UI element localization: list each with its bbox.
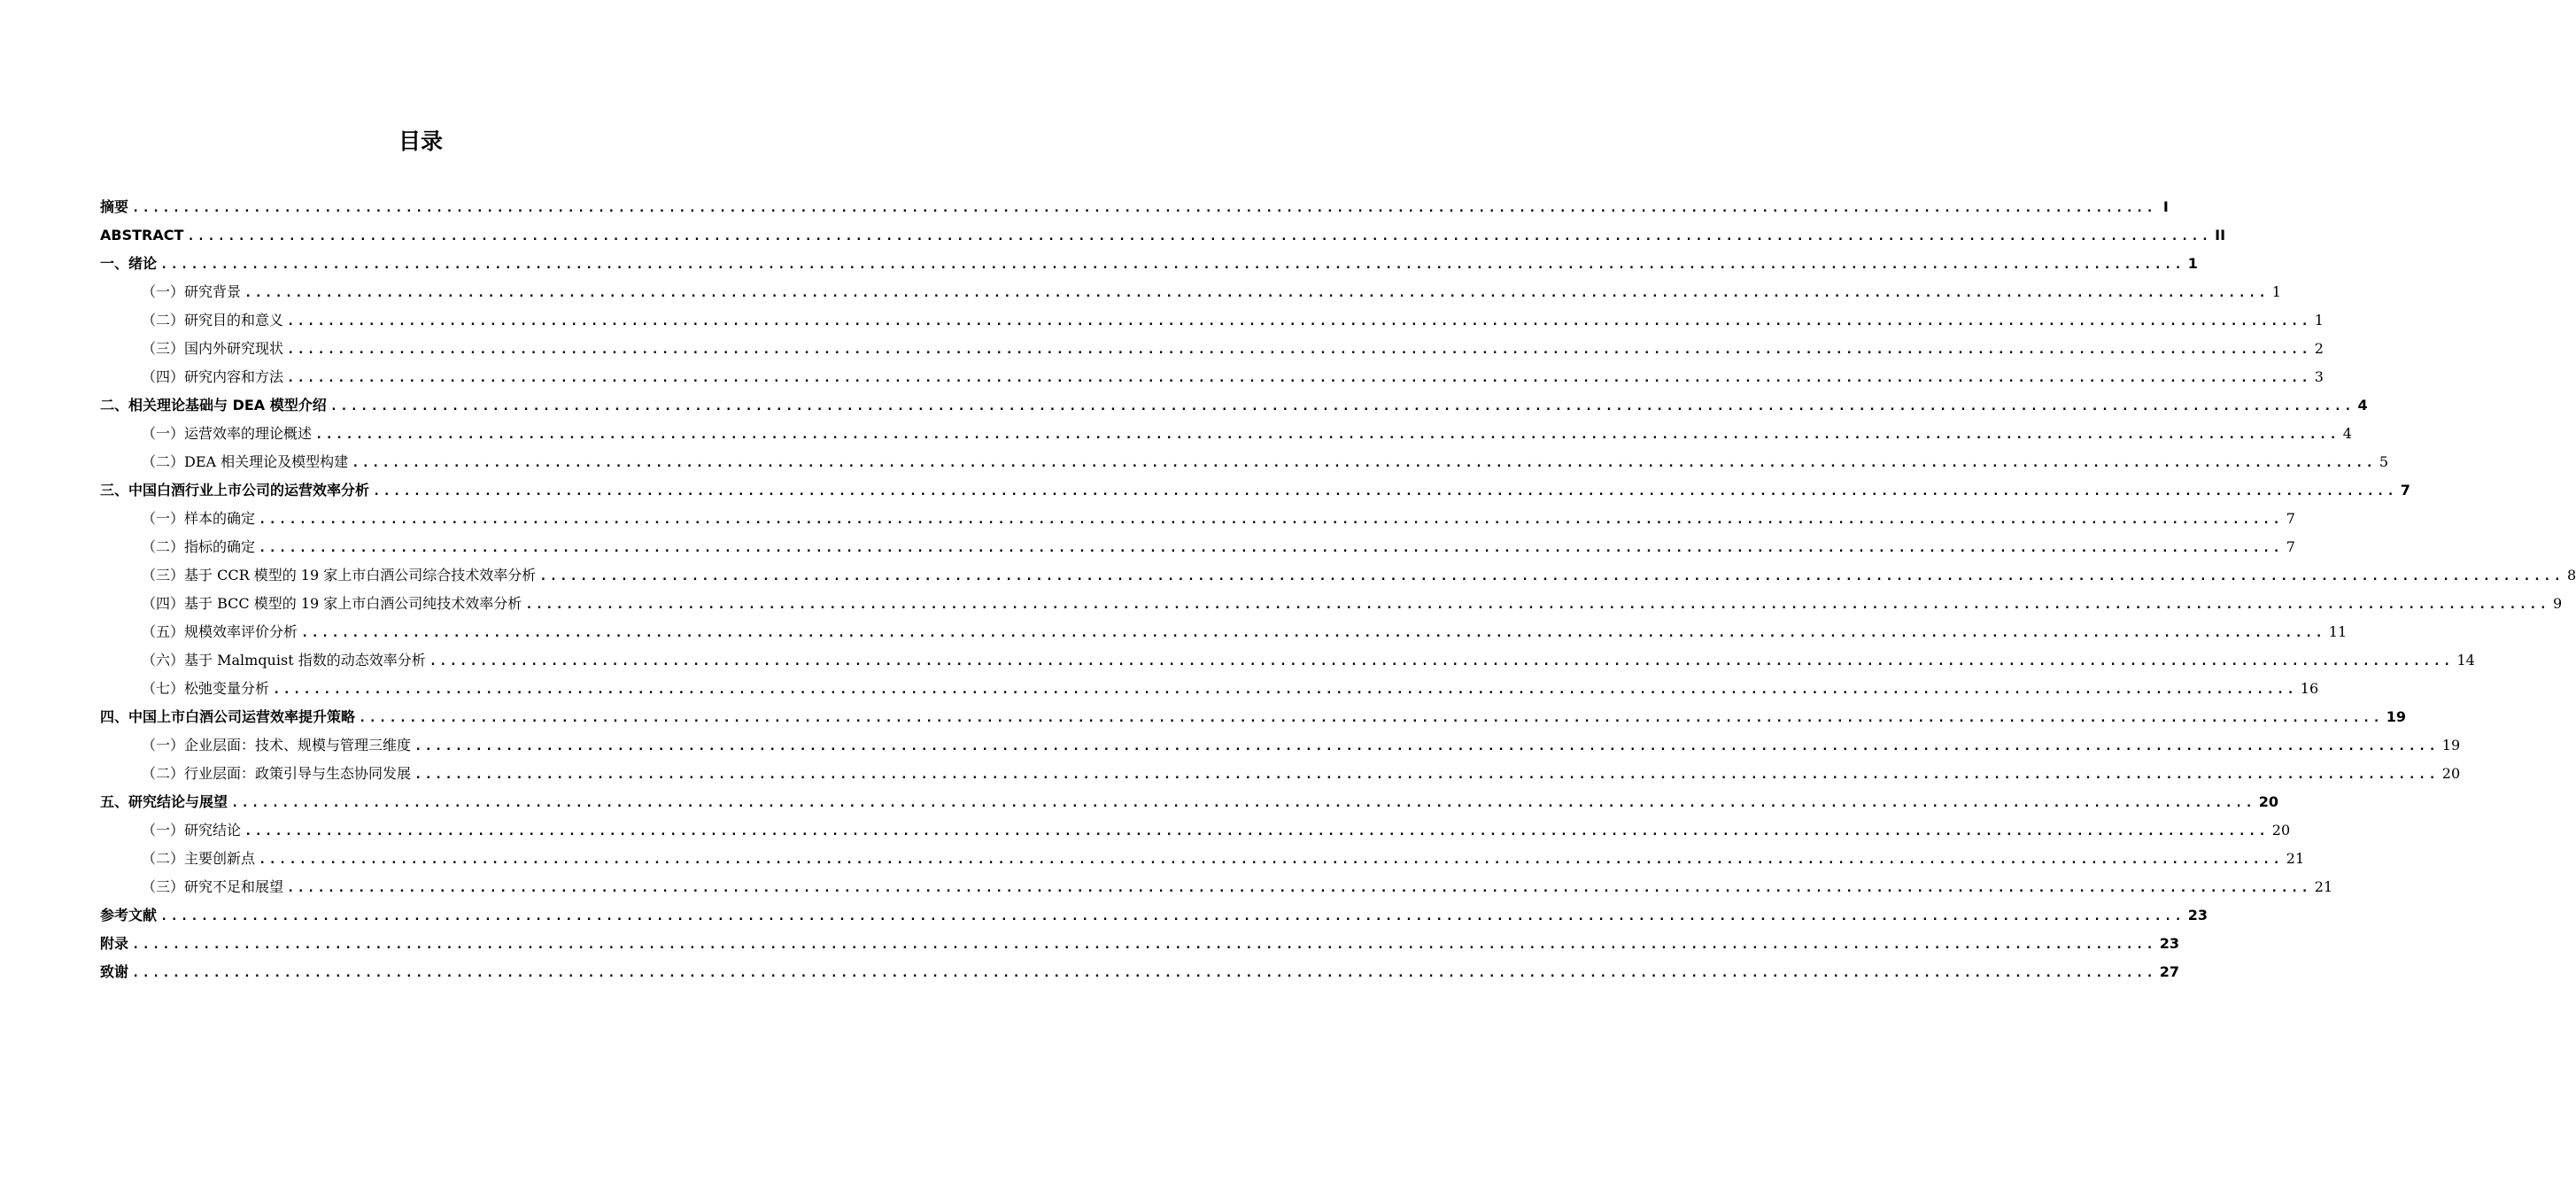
toc-entry-number: （二） <box>142 850 185 867</box>
toc-entry-title: 基于 Malmquist 指数的动态效率分析 <box>184 652 426 668</box>
dot-leader: ........................................................................................................................................................................................................ <box>160 909 2185 923</box>
toc-entry-page-number: 7 <box>2400 482 2410 498</box>
dot-leader: ........................................................................................................................................................................................................ <box>352 456 2376 470</box>
toc-entry-title: 主要创新点 <box>184 850 256 867</box>
dot-leader: ........................................................................................................................................................................................................ <box>132 966 2156 980</box>
toc-entry-number: （三） <box>142 340 185 357</box>
dot-leader: ........................................................................................................................................................................................................ <box>373 484 2397 498</box>
toc-entry-page-number: 5 <box>2379 453 2389 470</box>
toc-entry[interactable] <box>100 278 2281 306</box>
toc-entry[interactable] <box>100 845 2305 873</box>
toc-entry-page-number: 14 <box>2456 652 2475 668</box>
toc-entry-page-number: 1 <box>2271 283 2281 300</box>
dot-leader: ........................................................................................................................................................................................................ <box>359 711 2383 725</box>
toc-entry-page-number: 23 <box>2159 935 2180 952</box>
toc-entry[interactable] <box>100 816 2291 845</box>
toc-entry-number: （二） <box>142 765 185 782</box>
dot-leader: ........................................................................................................................................................................................................ <box>414 768 2439 782</box>
toc-entry-page-number: 8 <box>2567 567 2576 583</box>
toc-entry-page-number: II <box>2215 227 2226 243</box>
toc-entry-page-number: 1 <box>2187 255 2198 272</box>
toc-entry-title: 致谢 <box>100 963 129 980</box>
dot-leader: ........................................................................................................................................................................................................ <box>273 683 2297 697</box>
dot-leader: ........................................................................................................................................................................................................ <box>244 286 2269 300</box>
toc-entry[interactable] <box>100 646 2475 675</box>
toc-entry-number: （五） <box>142 623 185 640</box>
toc-entry[interactable] <box>100 731 2461 760</box>
dot-leader: ........................................................................................................................................................................................................ <box>429 654 2454 668</box>
toc-entry-page-number: 21 <box>2314 878 2333 895</box>
dot-leader: ........................................................................................................................................................................................................ <box>259 541 2283 555</box>
toc-entry-number: （二） <box>142 538 185 555</box>
toc-entry[interactable] <box>100 618 2348 646</box>
toc-entry-number: （二） <box>142 312 185 328</box>
toc-entry-page-number: 1 <box>2314 312 2324 328</box>
toc-entry-number: （六） <box>142 652 185 668</box>
dot-leader: ........................................................................................................................................................................................................ <box>287 371 2311 385</box>
toc-entry-title: 指标的确定 <box>184 538 256 555</box>
toc-entry[interactable] <box>100 306 2324 335</box>
dot-leader: ........................................................................................................................................................................................................ <box>301 626 2325 640</box>
dot-leader: ........................................................................................................................................................................................................ <box>187 229 2212 243</box>
toc-entry-number: （一） <box>142 425 185 442</box>
dot-leader: ........................................................................................................................................................................................................ <box>259 853 2283 867</box>
toc-entry-number: 四、 <box>100 708 129 725</box>
toc-entry-title: 中国上市白酒公司运营效率提升策略 <box>128 708 356 725</box>
toc-entry-number: （一） <box>142 283 185 300</box>
toc-entry-page-number: 23 <box>2187 907 2209 923</box>
toc-entry-title: 摘要 <box>100 198 129 215</box>
toc-entry-number: （一） <box>142 510 185 527</box>
toc-entry-title: 行业层面：政策引导与生态协同发展 <box>184 765 412 782</box>
toc-entry[interactable] <box>100 193 2169 221</box>
dot-leader: ........................................................................................................................................................................................................ <box>287 343 2311 357</box>
dot-leader: ........................................................................................................................................................................................................ <box>244 824 2269 838</box>
toc-entry[interactable] <box>100 391 2368 420</box>
toc-entry-number: （三） <box>142 567 185 583</box>
toc-entry-number: （一） <box>142 822 185 838</box>
toc-entry[interactable] <box>100 335 2324 363</box>
table-of-contents <box>100 193 2576 986</box>
toc-entry[interactable] <box>100 590 2563 618</box>
toc-entry-title: 绪论 <box>128 255 158 272</box>
toc-entry[interactable] <box>100 873 2333 901</box>
toc-entry-page-number: 4 <box>2357 397 2368 413</box>
page-title: 目录 <box>398 128 443 154</box>
toc-entry-title: 研究结论与展望 <box>128 793 228 810</box>
toc-entry-title: 样本的确定 <box>184 510 256 527</box>
toc-entry-number: 五、 <box>100 793 129 810</box>
toc-entry-number: 三、 <box>100 482 129 498</box>
toc-entry[interactable] <box>100 448 2389 476</box>
toc-entry-page-number: 20 <box>2441 765 2461 782</box>
dot-leader: ........................................................................................................................................................................................................ <box>287 881 2311 895</box>
toc-entry-number: （二） <box>142 453 185 470</box>
toc-entry-page-number: 16 <box>2300 680 2319 697</box>
toc-entry-title: 相关理论基础与 DEA 模型介绍 <box>128 397 327 413</box>
toc-entry[interactable] <box>100 505 2295 533</box>
dot-leader: ........................................................................................................................................................................................................ <box>539 569 2564 583</box>
toc-entry-title: 规模效率评价分析 <box>184 623 298 640</box>
dot-leader: ........................................................................................................................................................................................................ <box>414 739 2439 753</box>
toc-entry-title: 研究背景 <box>184 283 242 300</box>
toc-entry[interactable] <box>100 221 2226 250</box>
toc-entry-title: 基于 CCR 模型的 19 家上市白酒公司综合技术效率分析 <box>184 567 537 583</box>
toc-entry-number: （三） <box>142 878 185 895</box>
dot-leader: ........................................................................................................................................................................................................ <box>259 513 2283 527</box>
toc-entry-page-number: 19 <box>2386 708 2407 725</box>
dot-leader: ........................................................................................................................................................................................................ <box>287 314 2311 328</box>
dot-leader: ........................................................................................................................................................................................................ <box>132 201 2156 215</box>
toc-entry-title: 松弛变量分析 <box>184 680 270 697</box>
toc-entry[interactable] <box>100 675 2319 703</box>
toc-entry-page-number: 7 <box>2286 510 2295 527</box>
toc-entry-number: （四） <box>142 595 185 612</box>
toc-entry-title: 研究结论 <box>184 822 242 838</box>
dot-leader: ........................................................................................................................................................................................................ <box>329 399 2355 413</box>
dot-leader: ........................................................................................................................................................................................................ <box>525 598 2550 612</box>
toc-entry-page-number: 4 <box>2342 425 2352 442</box>
toc-entry-title: ABSTRACT <box>100 227 184 243</box>
toc-entry-title: 研究内容和方法 <box>184 368 284 385</box>
dot-leader: ........................................................................................................................................................................................................ <box>132 938 2156 952</box>
toc-entry-page-number: I <box>2162 198 2169 215</box>
toc-entry-page-number: 11 <box>2328 623 2348 640</box>
toc-entry-page-number: 2 <box>2314 340 2324 357</box>
toc-entry-title: 企业层面：技术、规模与管理三维度 <box>184 737 412 753</box>
toc-entry[interactable] <box>100 476 2410 505</box>
toc-entry-title: 运营效率的理论概述 <box>184 425 313 442</box>
toc-entry-number: （一） <box>142 737 185 753</box>
toc-entry[interactable] <box>100 533 2295 561</box>
toc-entry[interactable] <box>100 250 2198 278</box>
toc-entry-title: 附录 <box>100 935 129 952</box>
toc-entry-page-number: 19 <box>2441 737 2461 753</box>
toc-entry[interactable] <box>100 930 2180 958</box>
toc-entry[interactable] <box>100 760 2461 788</box>
toc-entry-title: 研究目的和意义 <box>184 312 284 328</box>
toc-entry-title: 参考文献 <box>100 907 158 923</box>
toc-entry-page-number: 21 <box>2286 850 2305 867</box>
toc-entry-title: DEA 相关理论及模型构建 <box>184 453 349 470</box>
toc-entry[interactable] <box>100 901 2209 930</box>
toc-entry-number: （七） <box>142 680 185 697</box>
toc-entry-title: 研究不足和展望 <box>184 878 284 895</box>
toc-entry-page-number: 3 <box>2314 368 2324 385</box>
toc-entry[interactable] <box>100 420 2352 448</box>
dot-leader: ........................................................................................................................................................................................................ <box>231 796 2255 810</box>
toc-entry[interactable] <box>100 958 2180 986</box>
toc-entry[interactable] <box>100 363 2324 391</box>
toc-entry-number: （四） <box>142 368 185 385</box>
toc-entry[interactable] <box>100 561 2576 590</box>
toc-entry-page-number: 20 <box>2271 822 2291 838</box>
dot-leader: ........................................................................................................................................................................................................ <box>160 258 2185 272</box>
toc-entry-title: 国内外研究现状 <box>184 340 284 357</box>
toc-entry-page-number: 9 <box>2553 595 2563 612</box>
toc-entry-page-number: 7 <box>2286 538 2295 555</box>
toc-entry-title: 中国白酒行业上市公司的运营效率分析 <box>128 482 370 498</box>
toc-entry[interactable] <box>100 703 2407 731</box>
toc-entry-page-number: 20 <box>2258 793 2279 810</box>
toc-entry-page-number: 27 <box>2159 963 2180 980</box>
toc-entry-title: 基于 BCC 模型的 19 家上市白酒公司纯技术效率分析 <box>184 595 522 612</box>
toc-entry-number: 二、 <box>100 397 129 413</box>
toc-entry[interactable] <box>100 788 2279 816</box>
toc-entry-number: 一、 <box>100 255 129 272</box>
dot-leader: ........................................................................................................................................................................................................ <box>315 428 2340 442</box>
